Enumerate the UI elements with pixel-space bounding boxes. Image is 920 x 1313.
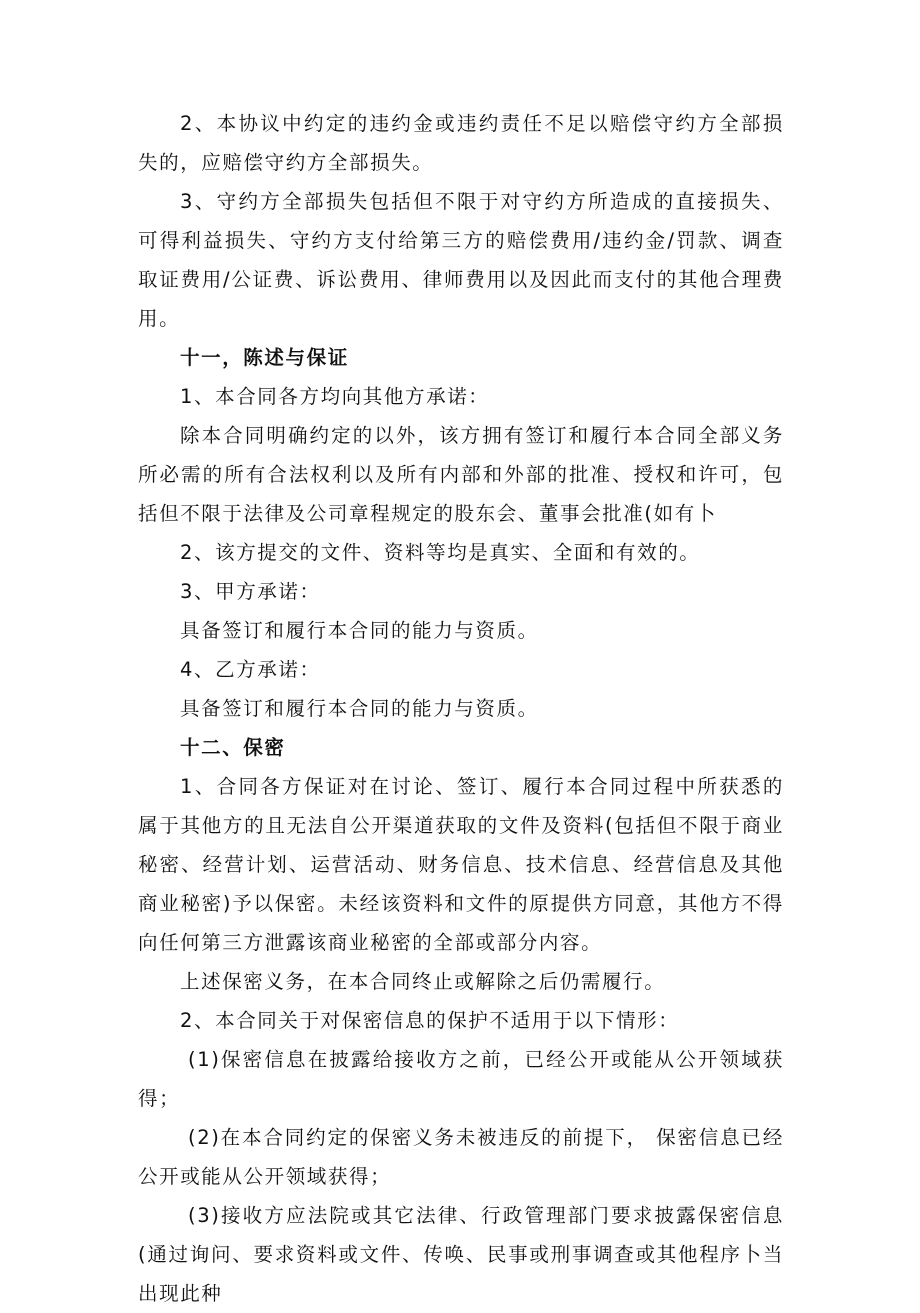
paragraph-exception-3: (3)接收方应法院或其它法律、行政管理部门要求披露保密信息(通过询问、要求资料或文件、传唤、民事或刑事调查或其他程序卜当出现此种 (138, 1204, 784, 1305)
paragraph-confidentiality-survival: 上述保密义务，在本合同终止或解除之后仍需履行。 (180, 970, 666, 993)
paragraph-exception-2: (2)在本合同约定的保密义务未被违反的前提下， 保密信息已经公开或能从公开领域获得； (138, 1126, 784, 1188)
paragraph-representations-1-body: 除本合同明确约定的以外，该方拥有签订和履行本合同全部义务所必需的所有合法权利以及所有内部和外部的批准、授权和许可，包括但不限于法律及公司章程规定的股东会、董事会批准(如有卜 (138, 424, 784, 525)
paragraph-representations-4: 4、乙方承诺： (180, 658, 321, 681)
paragraph-representations-1: 1、本合同各方均向其他方承诺： (180, 385, 490, 408)
document-page (138, 104, 784, 1313)
paragraph-representations-4-body: 具备签订和履行本合同的能力与资质。 (180, 697, 539, 720)
paragraph-confidentiality-2: 2、本合同关于对保密信息的保护不适用于以下情形： (180, 1009, 680, 1032)
paragraph-representations-2: 2、该方提交的文件、资料等均是真实、全面和有效的。 (180, 541, 701, 564)
paragraph-compensation-2: 2、本协议中约定的违约金或违约责任不足以赔偿守约方全部损失的，应赔偿守约方全部损失。 (138, 112, 784, 174)
paragraph-confidentiality-1: 1、合同各方保证对在讨论、签订、履行本合同过程中所获悉的属于其他方的且无法自公开渠道获取的文件及资料(包括但不限于商业秘密、经营计划、运营活动、财务信息、技术信息、经营信息及其他商业秘密)予以保密。未经该资料和文件的原提供方同意，其他方不得向任何第三方泄露该商业秘密的全部或部分内容。 (138, 775, 784, 954)
section-heading-confidentiality: 十二、保密 (180, 736, 286, 759)
paragraph-representations-3-body: 具备签订和履行本合同的能力与资质。 (180, 619, 539, 642)
section-heading-representations: 十一，陈述与保证 (180, 346, 349, 369)
paragraph-exception-1: (1)保密信息在披露给接收方之前，已经公开或能从公开领域获得； (138, 1048, 784, 1110)
paragraph-compensation-3: 3、守约方全部损失包括但不限于对守约方所造成的直接损失、可得利益损失、守约方支付给第三方的赔偿费用/违约金/罚款、调查取证费用/公证费、诉讼费用、律师费用以及因此而支付的其他合理费用。 (138, 190, 784, 330)
paragraph-representations-3: 3、甲方承诺： (180, 580, 321, 603)
